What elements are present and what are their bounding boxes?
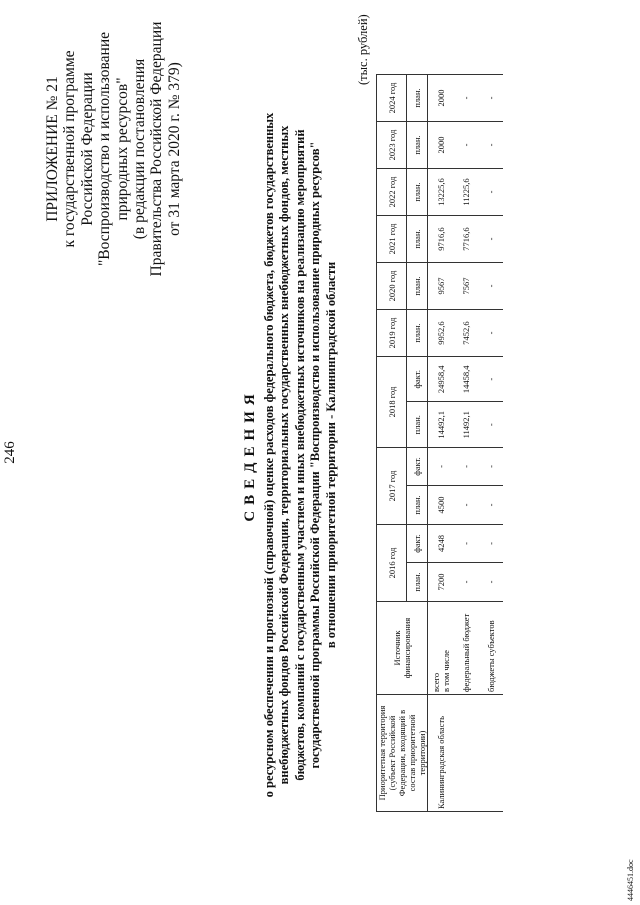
value-cell: 4500 <box>428 485 454 524</box>
value-cell: 13225,6 <box>428 169 454 216</box>
table-row <box>453 75 478 812</box>
value-cell: - <box>453 122 478 169</box>
source-sublabel: в том числе <box>440 650 451 692</box>
territory-cell: Калининградская область <box>428 695 454 812</box>
sub-header: план. <box>407 169 428 216</box>
value-cell: 7452,6 <box>453 310 478 357</box>
sub-header: факт. <box>407 357 428 403</box>
table-header-row-years <box>377 75 407 812</box>
col-territory-header: Приоритетная территория (субъект Российской Федерации, входящий в состав приоритетной территории) <box>377 695 428 812</box>
appendix-line: природных ресурсов" <box>113 77 131 221</box>
year-header-2021: 2021 год <box>377 216 407 263</box>
document-heading: СВЕДЕНИЯ <box>242 388 258 522</box>
appendix-line: Правительства Российской Федерации <box>148 21 166 277</box>
value-cell: 2000 <box>428 122 454 169</box>
financing-table <box>376 74 503 812</box>
value-cell: - <box>453 485 478 524</box>
value-cell: - <box>428 448 454 486</box>
value-cell: 11225,6 <box>453 169 478 216</box>
value-cell: - <box>478 485 503 524</box>
appendix-line: "Воспроизводство и использование <box>96 31 114 267</box>
value-cell: 7200 <box>428 562 454 601</box>
value-cell: - <box>478 216 503 263</box>
value-cell: 7716,6 <box>453 216 478 263</box>
value-cell: - <box>478 122 503 169</box>
year-header-2020: 2020 год <box>377 263 407 310</box>
sub-header: факт. <box>407 525 428 563</box>
year-header-2023: 2023 год <box>377 122 407 169</box>
document-description <box>262 85 339 825</box>
description-line: в отношении приоритетной территории - Калининградской области <box>323 261 338 649</box>
description-line: государственной программы Российской Федерации "Воспроизводство и использование природных ресурсов" <box>308 141 323 769</box>
description-line: внебюджетных фондов Российской Федерации, территориальных государственных внебюджетных фондов, местных <box>277 125 292 785</box>
value-cell: 4248 <box>428 525 454 563</box>
appendix-line: Российской Федерации <box>78 72 96 226</box>
year-header-2022: 2022 год <box>377 169 407 216</box>
year-header-2016: 2016 год <box>377 525 407 602</box>
value-cell: 2000 <box>428 75 454 122</box>
source-label: всего <box>430 672 441 692</box>
value-cell: 11492,1 <box>453 402 478 448</box>
sub-header: план. <box>407 75 428 122</box>
year-header-2017: 2017 год <box>377 448 407 525</box>
value-cell: - <box>453 75 478 122</box>
appendix-title: ПРИЛОЖЕНИЕ № 21 <box>44 76 61 222</box>
territory-cell <box>478 695 503 812</box>
description-line: бюджетов, компаний с государственным участием и иных внебюджетных источников на реализацию мероприятий <box>292 129 307 781</box>
unit-label: (тыс. рублей) <box>356 14 370 85</box>
value-cell: - <box>453 448 478 486</box>
footer-doc-name: 4446451.doc <box>626 859 635 901</box>
source-cell: федеральный бюджет <box>453 602 478 695</box>
appendix-block <box>44 0 183 299</box>
value-cell: 14492,1 <box>428 402 454 448</box>
table-row <box>428 75 454 812</box>
sub-header: план. <box>407 485 428 524</box>
value-cell: - <box>478 75 503 122</box>
sub-header: план. <box>407 122 428 169</box>
value-cell: 9567 <box>428 263 454 310</box>
description-line: о ресурсном обеспечении и прогнозной (справочной) оценке расходов федерального бюджета, бюджетов государственных <box>262 112 276 798</box>
value-cell: - <box>478 357 503 403</box>
sub-header: план. <box>407 562 428 601</box>
value-cell: - <box>478 263 503 310</box>
sub-header: план. <box>407 402 428 448</box>
value-cell: - <box>453 525 478 563</box>
value-cell: - <box>478 562 503 601</box>
sub-header: план. <box>407 216 428 263</box>
value-cell: - <box>478 402 503 448</box>
page-number: 246 <box>2 441 18 464</box>
sub-header: план. <box>407 310 428 357</box>
year-header-2018: 2018 год <box>377 357 407 448</box>
value-cell: - <box>478 525 503 563</box>
value-cell: - <box>453 562 478 601</box>
value-cell: - <box>478 169 503 216</box>
appendix-line: от 31 марта 2020 г. № 379) <box>165 62 183 236</box>
col-source-header: Источник финансирования <box>377 602 428 695</box>
value-cell: - <box>478 448 503 486</box>
value-cell: 7567 <box>453 263 478 310</box>
source-cell: бюджеты субъектов <box>478 602 503 695</box>
table-row <box>478 75 503 812</box>
value-cell: - <box>478 310 503 357</box>
year-header-2024: 2024 год <box>377 75 407 122</box>
year-header-2019: 2019 год <box>377 310 407 357</box>
value-cell: 14458,4 <box>453 357 478 403</box>
sub-header: план. <box>407 263 428 310</box>
value-cell: 9952,6 <box>428 310 454 357</box>
appendix-line: к государственной программе <box>61 50 79 248</box>
value-cell: 24958,4 <box>428 357 454 403</box>
appendix-line: (в редакции постановления <box>131 58 149 240</box>
value-cell: 9716,6 <box>428 216 454 263</box>
source-cell <box>428 602 454 695</box>
territory-cell <box>453 695 478 812</box>
sub-header: факт. <box>407 448 428 486</box>
